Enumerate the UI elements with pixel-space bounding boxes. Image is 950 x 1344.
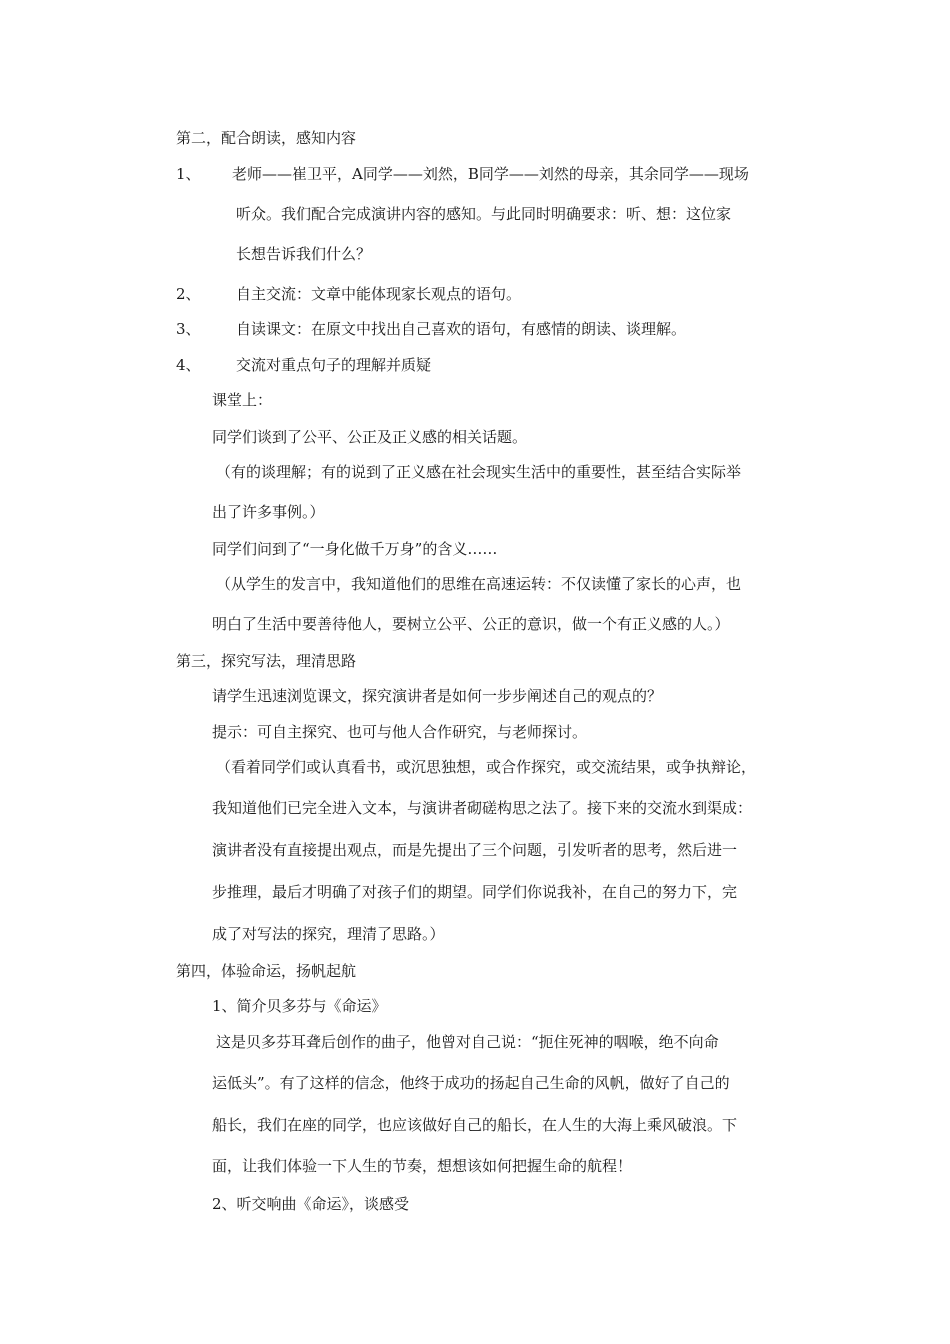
item1-line1: 老师——崔卫平，A同学——刘然，B同学——刘然的母亲，其余同学——现场 — [232, 165, 749, 183]
section2-note2-line1: （从学生的发言中，我知道他们的思维在高速运转：不仅读懂了家长的心声，也 — [216, 575, 742, 593]
section3-note-line2: 我知道他们已完全进入文本，与演讲者砌磋构思之法了。接下来的交流水到渠成： — [212, 799, 753, 817]
section4-sub2: 2、听交响曲《命运》，谈感受 — [212, 1195, 410, 1213]
section2-note1-line2: 出了许多事例。） — [212, 503, 325, 521]
section3-note-line3: 演讲者没有直接提出观点，而是先提出了三个问题，引发听者的思考，然后进一 — [212, 841, 738, 859]
item1-line3: 长想告诉我们什么？ — [236, 245, 372, 263]
section3-note-line5: 成了对写法的探究，理清了思路。） — [212, 925, 445, 943]
section3-para2: 提示：可自主探究、也可与他人合作研究，与老师探讨。 — [212, 723, 588, 741]
section4-sub1: 1、简介贝多芬与《命运》 — [212, 997, 387, 1015]
section2-note1-line1: （有的谈理解；有的说到了正义感在社会现实生活中的重要性，甚至结合实际举 — [216, 463, 742, 481]
item4-number: 4、 — [176, 356, 201, 374]
item1-number: 1、 — [176, 165, 201, 183]
section4-para-line3: 船长，我们在座的同学，也应该做好自己的船长，在人生的大海上乘风破浪。下 — [212, 1116, 738, 1134]
section4-para-line4: 面，让我们体验一下人生的节奏，想想该如何把握生命的航程！ — [212, 1157, 633, 1175]
section2-para1: 同学们谈到了公平、公正及正义感的相关话题。 — [212, 428, 528, 446]
item1-line2: 听众。我们配合完成演讲内容的感知。与此同时明确要求：听、想：这位家 — [236, 205, 732, 223]
section3-heading: 第三，探究写法，理清思路 — [176, 652, 357, 670]
item2-line1: 自主交流：文章中能体现家长观点的语句。 — [236, 285, 522, 303]
classroom-label: 课堂上： — [212, 391, 273, 409]
section3-note-line1: （看着同学们或认真看书，或沉思独想，或合作探究，或交流结果，或争执辩论， — [216, 758, 757, 776]
section2-para2: 同学们问到了“一身化做千万身”的含义…… — [212, 540, 498, 558]
section3-note-line4: 步推理，最后才明确了对孩子们的期望。同学们你说我补，在自己的努力下，完 — [212, 883, 738, 901]
item3-number: 3、 — [176, 320, 201, 338]
section2-note2-line2: 明白了生活中要善待他人，要树立公平、公正的意识，做一个有正义感的人。） — [212, 615, 730, 633]
item3-line1: 自读课文：在原文中找出自己喜欢的语句，有感情的朗读、谈理解。 — [236, 320, 687, 338]
section4-para-line2: 运低头”。有了这样的信念，他终于成功的扬起自己生命的风帆，做好了自己的 — [212, 1074, 730, 1092]
item2-number: 2、 — [176, 285, 201, 303]
item4-line1: 交流对重点句子的理解并质疑 — [236, 356, 432, 374]
section2-heading: 第二，配合朗读，感知内容 — [176, 129, 357, 147]
section4-para-line1: 这是贝多芬耳聋后创作的曲子，他曾对自己说：“扼住死神的咽喉，绝不向命 — [216, 1033, 719, 1051]
section3-para1: 请学生迅速浏览课文，探究演讲者是如何一步步阐述自己的观点的？ — [212, 687, 663, 705]
section4-heading: 第四，体验命运，扬帆起航 — [176, 962, 357, 980]
